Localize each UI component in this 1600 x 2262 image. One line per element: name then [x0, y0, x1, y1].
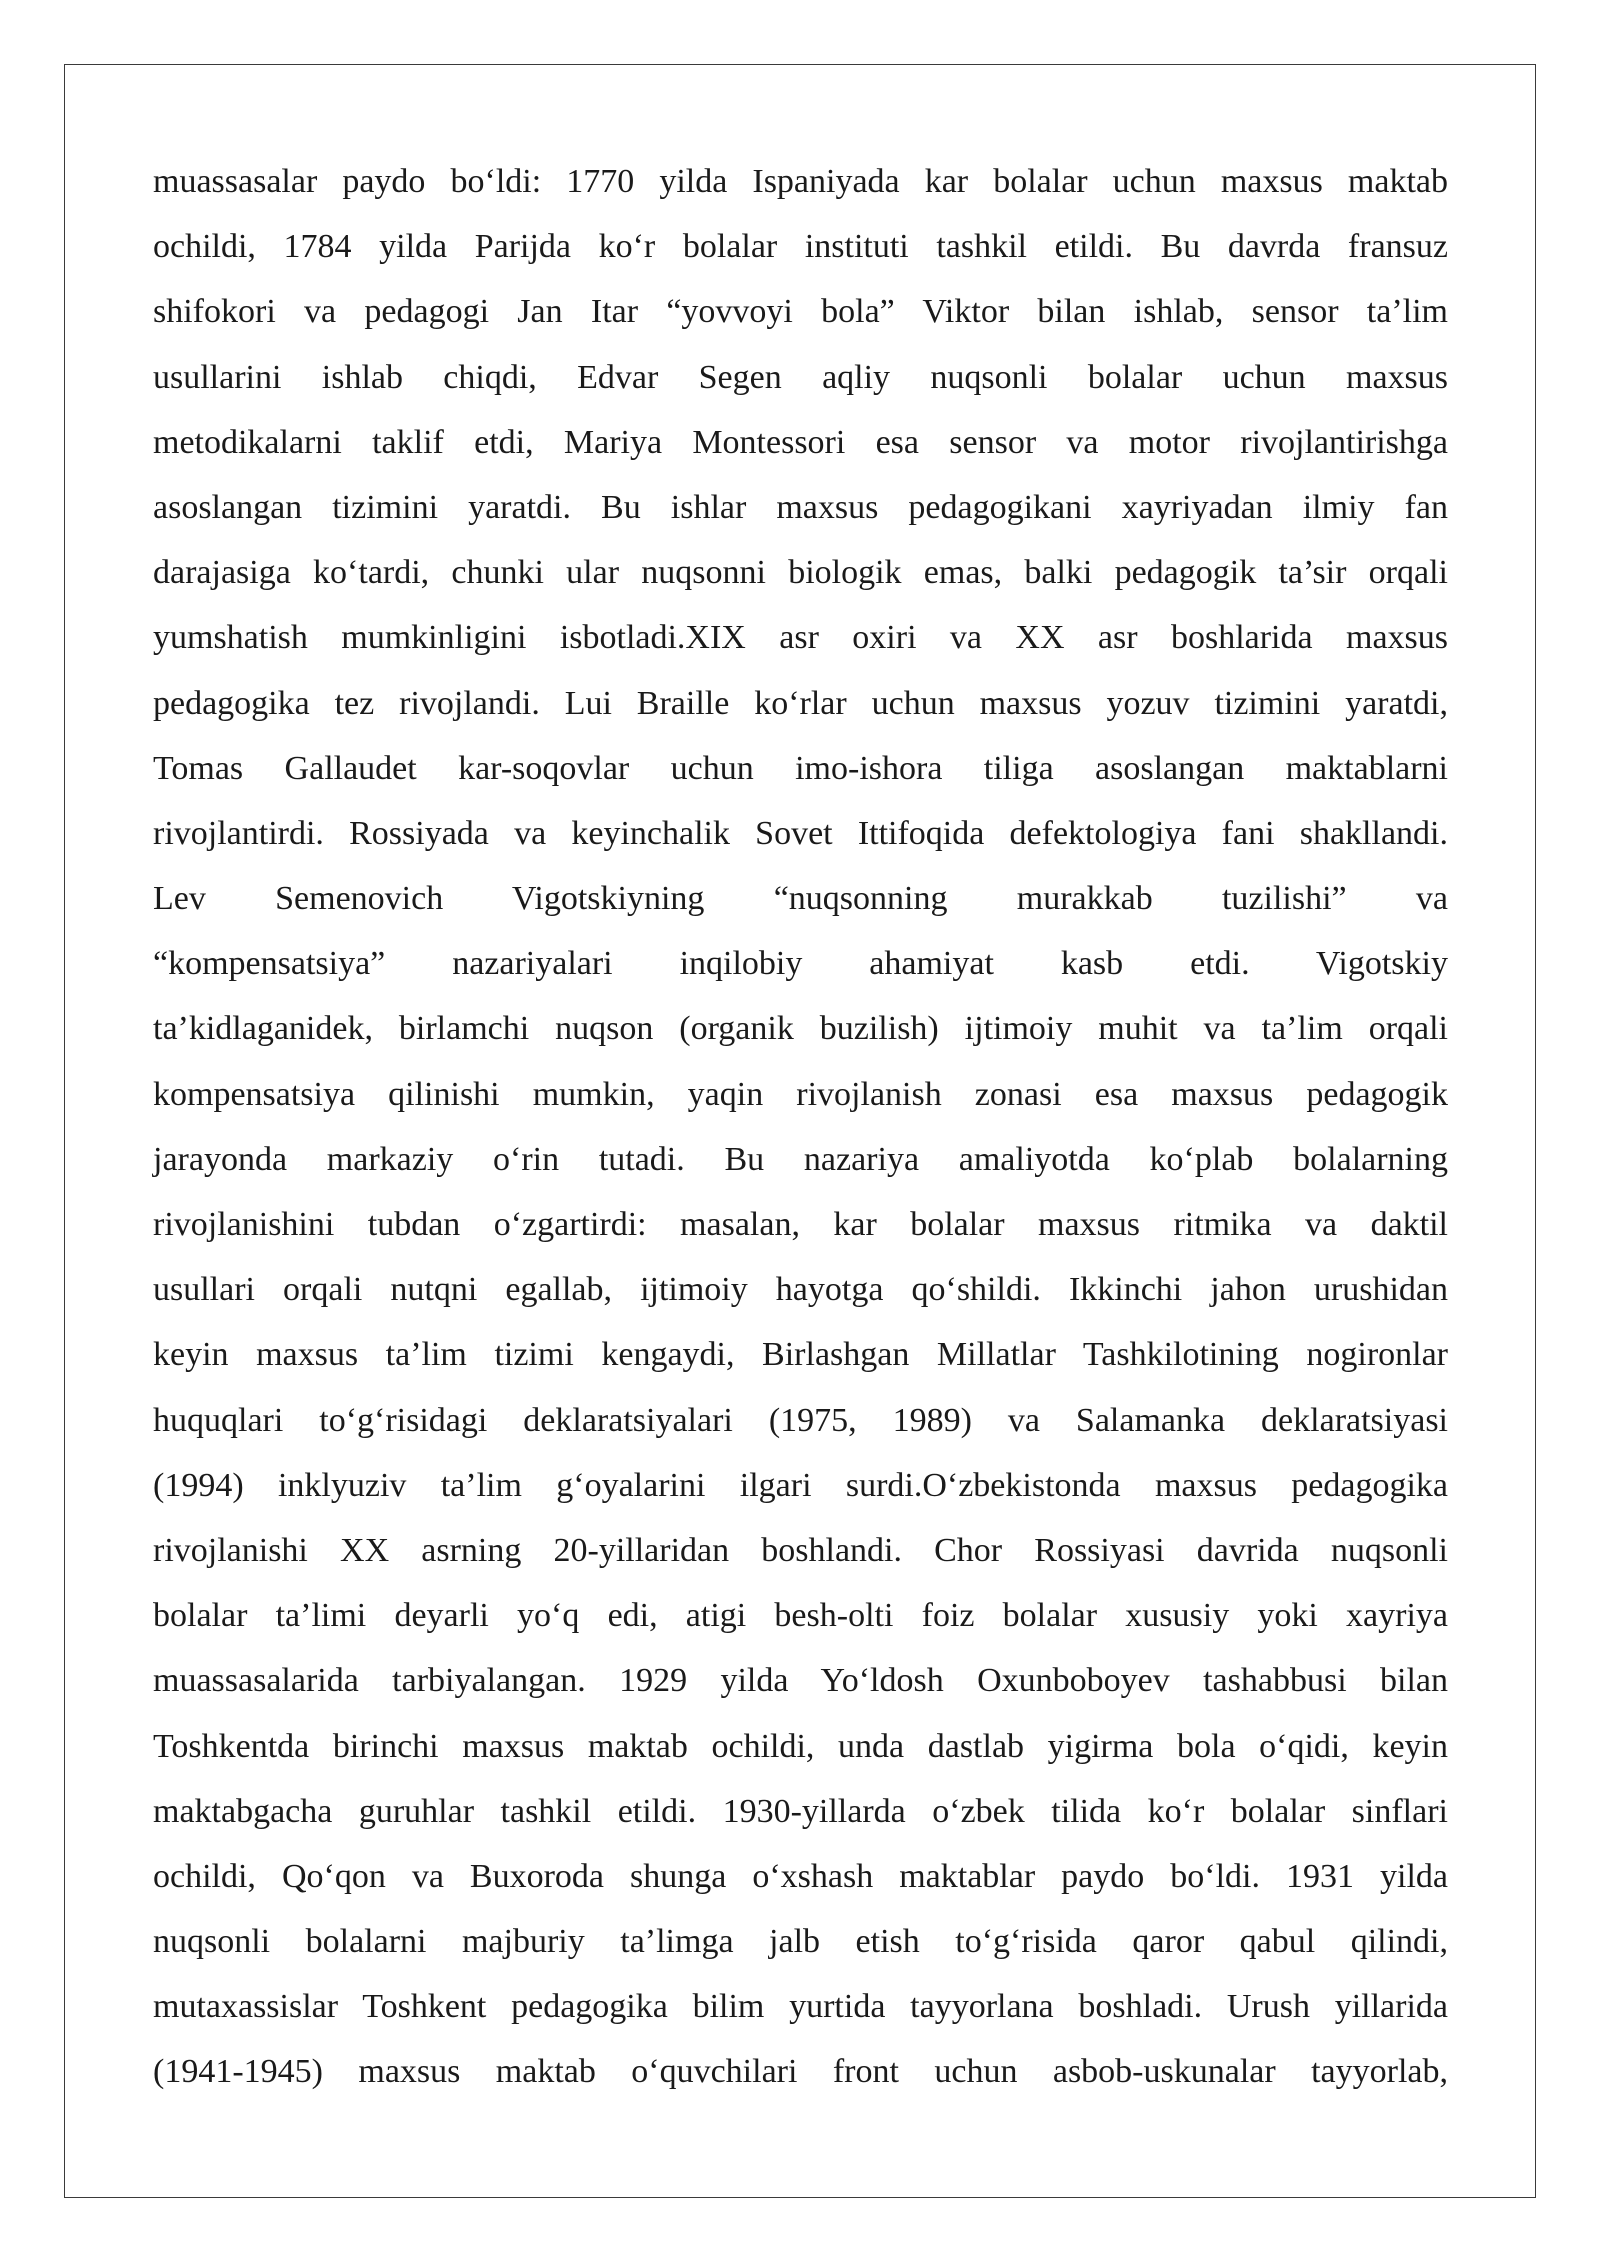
text-line: mutaxassislar Toshkent pedagogika bilim yurtida tayyorlana boshladi. Urush yillarida: [153, 1988, 1448, 2026]
text-line: asoslangan tizimini yaratdi. Bu ishlar maxsus pedagogikani xayriyadan ilmiy fan: [153, 488, 1448, 526]
text-line: rivojlanishini tubdan o‘zgartirdi: masalan, kar bolalar maxsus ritmika va daktil: [153, 1206, 1448, 1243]
text-line: metodikalarni taklif etdi, Mariya Montessori esa sensor va motor rivojlantirishga: [153, 423, 1448, 461]
text-line: usullari orqali nutqni egallab, ijtimoiy hayotga qo‘shildi. Ikkinchi jahon urushidan: [153, 1271, 1448, 1309]
text-line: rivojlanishi XX asrning 20-yillaridan boshlandi. Chor Rossiyasi davrida nuqsonli: [153, 1531, 1448, 1569]
text-line: darajasiga ko‘tardi, chunki ular nuqsonni biologik emas, balki pedagogik ta’sir orqali: [153, 554, 1448, 592]
text-line: “kompensatsiya” nazariyalari inqilobiy ahamiyat kasb etdi. Vigotskiy: [153, 945, 1448, 983]
text-line: ochildi, Qo‘qon va Buxoroda shunga o‘xshash maktablar paydo bo‘ldi. 1931 yilda: [153, 1857, 1448, 1895]
text-line: (1994) inklyuziv ta’lim g‘oyalarini ilgari surdi.O‘zbekistonda maxsus pedagogika: [153, 1466, 1448, 1504]
text-line: pedagogika tez rivojlandi. Lui Braille ko‘rlar uchun maxsus yozuv tizimini yaratdi,: [153, 684, 1448, 722]
text-line: usullarini ishlab chiqdi, Edvar Segen aqliy nuqsonli bolalar uchun maxsus: [153, 358, 1448, 396]
text-line: ta’kidlaganidek, birlamchi nuqson (organik buzilish) ijtimoiy muhit va ta’lim orqali: [153, 1010, 1448, 1048]
text-line: kompensatsiya qilinishi mumkin, yaqin rivojlanish zonasi esa maxsus pedagogik: [153, 1075, 1448, 1113]
text-line: Toshkentda birinchi maxsus maktab ochildi, unda dastlab yigirma bola o‘qidi, keyin: [153, 1727, 1448, 1765]
text-line: huquqlari to‘g‘risidagi deklaratsiyalari (1975, 1989) va Salamanka deklaratsiyasi: [153, 1401, 1448, 1439]
text-line: rivojlantirdi. Rossiyada va keyinchalik Sovet Ittifoqida defektologiya fani shakllandi.: [153, 814, 1448, 852]
text-line: Tomas Gallaudet kar-soqovlar uchun imo-ishora tiliga asoslangan maktablarni: [153, 749, 1448, 787]
text-line: keyin maxsus ta’lim tizimi kengaydi, Birlashgan Millatlar Tashkilotining nogironlar: [153, 1336, 1448, 1374]
text-line: shifokori va pedagogi Jan Itar “yovvoyi bola” Viktor bilan ishlab, sensor ta’lim: [153, 293, 1448, 331]
text-line: (1941-1945) maxsus maktab o‘quvchilari front uchun asbob-uskunalar tayyorlab,: [153, 2053, 1448, 2091]
text-line: yumshatish mumkinligini isbotladi.XIX asr oxiri va XX asr boshlarida maxsus: [153, 619, 1448, 657]
text-line: jarayonda markaziy o‘rin tutadi. Bu nazariya amaliyotda ko‘plab bolalarning: [153, 1140, 1448, 1178]
text-line: Lev Semenovich Vigotskiyning “nuqsonning murakkab tuzilishi” va: [153, 880, 1448, 918]
text-line: muassasalarida tarbiyalangan. 1929 yilda Yo‘ldosh Oxunboboyev tashabbusi bilan: [153, 1662, 1448, 1700]
text-line: nuqsonli bolalarni majburiy ta’limga jalb etish to‘g‘risida qaror qabul qilindi,: [153, 1923, 1448, 1961]
text-line: maktabgacha guruhlar tashkil etildi. 1930-yillarda o‘zbek tilida ko‘r bolalar sinflari: [153, 1792, 1448, 1830]
text-line: muassasalar paydo bo‘ldi: 1770 yilda Ispaniyada kar bolalar uchun maxsus maktab: [153, 163, 1448, 200]
document-body: [153, 149, 1448, 2105]
text-line: bolalar ta’limi deyarli yo‘q edi, atigi besh-olti foiz bolalar xususiy yoki xayriya: [153, 1597, 1448, 1635]
text-line: ochildi, 1784 yilda Parijda ko‘r bolalar instituti tashkil etildi. Bu davrda fransuz: [153, 228, 1448, 266]
